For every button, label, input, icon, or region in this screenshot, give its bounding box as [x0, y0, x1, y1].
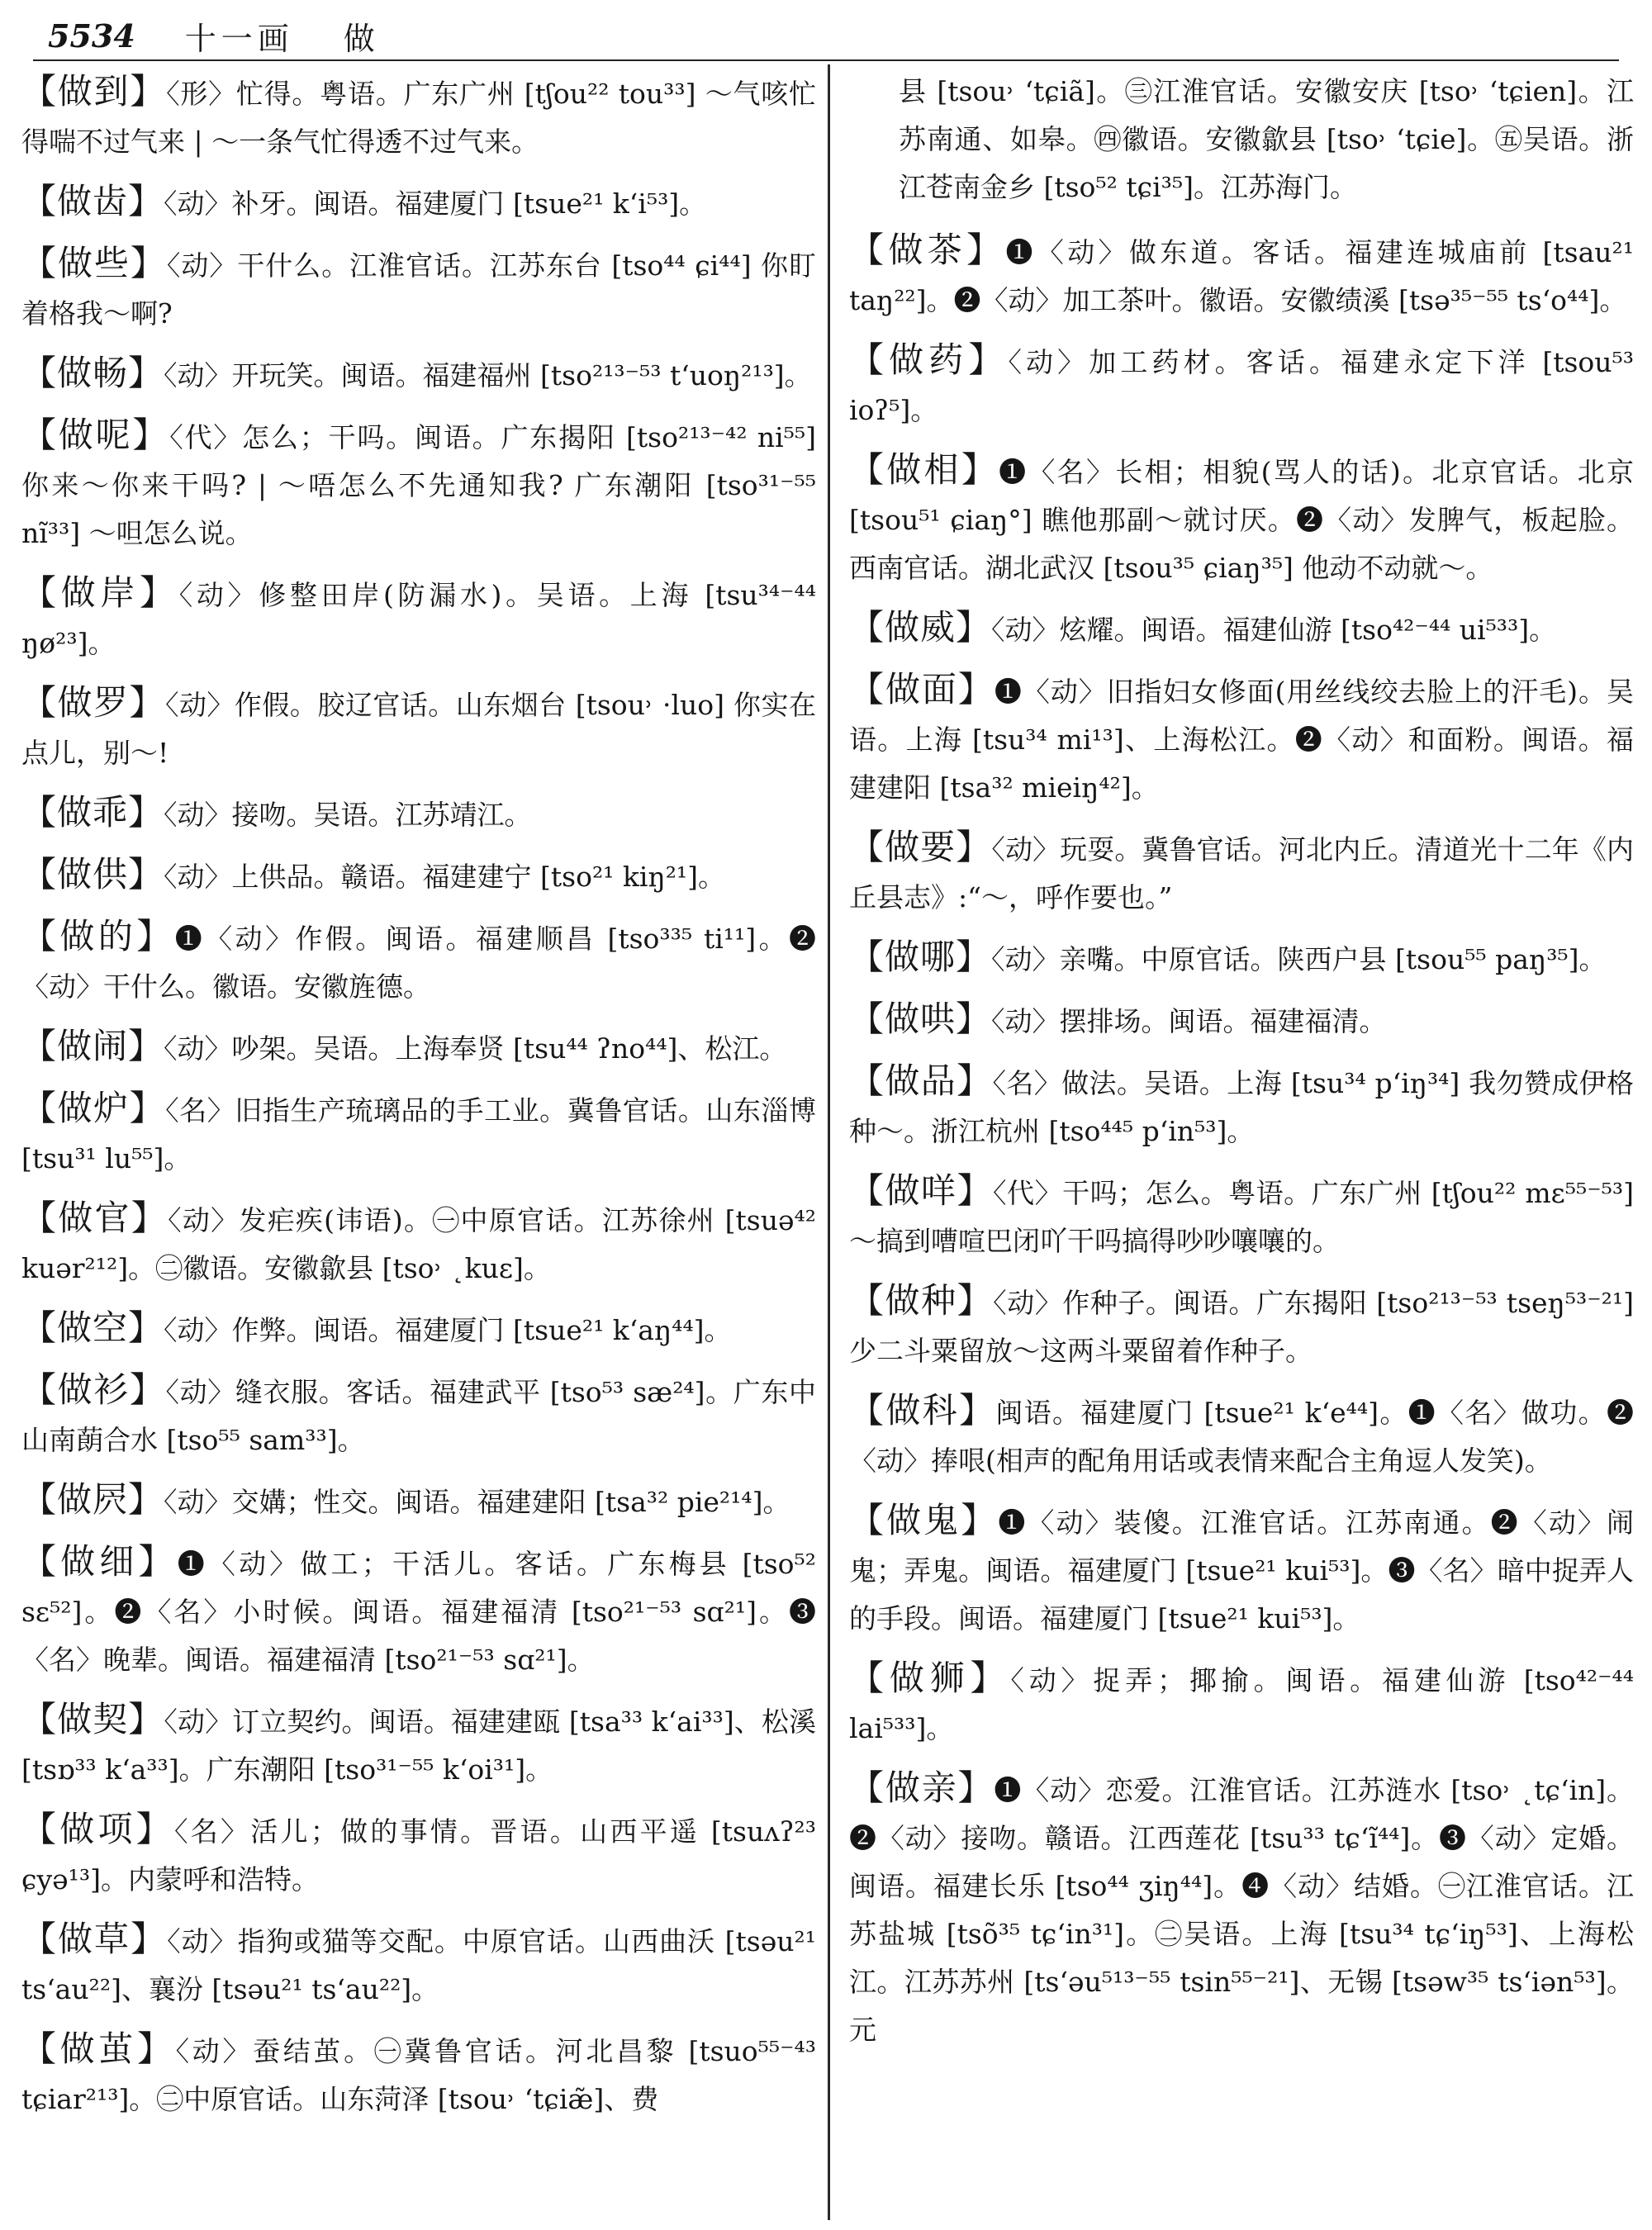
- entry-headword: 【做茶】: [849, 230, 1006, 270]
- entry-headword: 【做亲】: [849, 1767, 995, 1808]
- entry-headword: 【做炉】: [21, 1088, 166, 1128]
- section-label: 十一画: [184, 20, 294, 57]
- entry-headword: 【做相】: [849, 449, 999, 490]
- entry-headword: 【做咩】: [849, 1170, 994, 1211]
- entry-headword: 【做畅】: [21, 353, 164, 393]
- entry-headword: 【做官】: [21, 1198, 169, 1238]
- dictionary-entry: [21, 178, 816, 228]
- dictionary-entry: [21, 789, 816, 839]
- dictionary-entry: [21, 349, 816, 400]
- entry-headword: 【做空】: [21, 1307, 164, 1348]
- dictionary-entry: [21, 1696, 816, 1794]
- dictionary-entry: [21, 2025, 816, 2123]
- dictionary-entry: [21, 68, 816, 166]
- dictionary-entry: [849, 1497, 1634, 1643]
- entry-definition: 〈动〉吵架。吴语。上海奉贤 [tsu⁴⁴ ʔno⁴⁴]、松江。: [164, 1032, 787, 1065]
- entry-headword: 【做的】: [21, 916, 175, 956]
- entry-headword: 【做药】: [849, 339, 1009, 380]
- entry-definition: 〈动〉玩耍。冀鲁官话。河北内丘。清道光十二年《内丘县志》:“～，呼作要也。”: [849, 833, 1634, 913]
- entry-definition: 〈动〉摆排场。闽语。福建福清。: [991, 1005, 1387, 1037]
- entry-definition: 〈动〉订立契约。闽语。福建建瓯 [tsa³³ kʻai³³]、松溪 [tsɒ³³ kʻa³³]。广东潮阳 [tso³¹⁻⁵⁵ kʻoi³¹]。: [21, 1706, 816, 1786]
- entry-definition: 〈代〉干吗；怎么。粤语。广东广州 [tʃou²² mɛ⁵⁵⁻⁵³] ～搞到嘈喧巴闭吖干吗搞得吵吵嚷嚷的。: [849, 1177, 1634, 1257]
- dictionary-entry: [849, 1277, 1634, 1375]
- dictionary-entry: [21, 1805, 816, 1904]
- dictionary-entry: [21, 1084, 816, 1183]
- header-rule: [33, 59, 1619, 61]
- dictionary-entry: [849, 995, 1634, 1046]
- entry-headword: 【做呢】: [21, 415, 170, 455]
- entry-definition: 闽语。福建厦门 [tsue²¹ kʻe⁴⁴]。❶〈名〉做功。❷〈动〉捧哏(相声的配角用话或表情来配合主角逗人发笑)。: [849, 1397, 1634, 1477]
- entry-headword: 【做罗】: [21, 682, 165, 723]
- entry-definition: 〈动〉作种子。闽语。广东揭阳 [tso²¹³⁻⁵³ tseŋ⁵³⁻²¹] 少二斗粟留放～这两斗粟留着作种子。: [849, 1287, 1634, 1367]
- entry-definition: 〈动〉发疟疾(讳语)。㊀中原官话。江苏徐州 [tsuə⁴² kuər²¹²]。㊁徽语。安徽歙县 [tso˒ ˛kuɛ]。: [21, 1204, 816, 1284]
- entry-definition: 〈动〉捉弄；揶揄。闽语。福建仙游 [tso⁴²⁻⁴⁴ lai⁵³³]。: [849, 1664, 1634, 1744]
- dictionary-entry: [21, 569, 816, 667]
- page-number: 5534: [48, 17, 135, 55]
- entry-headword: 【做屄】: [21, 1479, 164, 1520]
- column-divider: [828, 64, 830, 2220]
- dictionary-entry: [849, 666, 1634, 812]
- entry-definition: ❶〈动〉做工；干活儿。客话。广东梅县 [tso⁵² sɛ⁵²]。❷〈名〉小时候。闽语。福建福清 [tso²¹⁻⁵³ sɑ²¹]。❸〈名〉晚辈。闽语。福建福清 [tso²¹⁻⁵³ sɑ²¹]。: [21, 1548, 816, 1676]
- dictionary-entry: [849, 336, 1634, 434]
- dictionary-entry: [849, 1057, 1634, 1155]
- entry-headword: 【做种】: [849, 1280, 994, 1321]
- entry-headword: 【做契】: [21, 1699, 164, 1739]
- dictionary-entry: [21, 851, 816, 901]
- entry-definition: 〈动〉缝衣服。客话。福建武平 [tso⁵³ sæ²⁴]。广东中山南蓢合水 [tso⁵⁵ sam³³]。: [21, 1376, 816, 1456]
- dictionary-entry: [21, 1194, 816, 1293]
- entry-definition: 〈动〉上供品。赣语。福建建宁 [tso²¹ kiŋ²¹]。: [164, 861, 726, 893]
- entry-headword: 【做乖】: [21, 792, 164, 833]
- dictionary-entry: [849, 823, 1634, 922]
- entry-definition: 〈动〉亲嘴。中原官话。陕西户县 [tsou⁵⁵ paŋ³⁵]。: [991, 943, 1607, 975]
- right-column: [849, 68, 1634, 2066]
- section-character: 做: [343, 20, 375, 57]
- entry-headword: 【做威】: [849, 607, 992, 648]
- entry-headword: 【做岸】: [21, 572, 179, 613]
- entry-headword: 【做齿】: [21, 181, 164, 221]
- entry-definition: ❶〈名〉长相；相貌(骂人的话)。北京官话。北京 [tsou⁵¹ ɕiaŋ°] 瞧他那副～就讨厌。❷〈动〉发脾气，板起脸。西南官话。湖北武汉 [tsou³⁵ ɕiaŋ³⁵] 他动不动就～。: [849, 456, 1634, 584]
- dictionary-entry: [21, 1366, 816, 1464]
- entry-headword: 【做鬼】: [849, 1500, 999, 1540]
- entry-definition: 〈代〉怎么；干吗。闽语。广东揭阳 [tso²¹³⁻⁴² ni⁵⁵] 你来～你来干吗? | ～唔怎么不先通知我? 广东潮阳 [tso³¹⁻⁵⁵ nĩ³³] ～呾怎么说。: [21, 421, 816, 549]
- dictionary-entry: [849, 1167, 1634, 1265]
- entry-headword: 【做哪】: [849, 937, 992, 977]
- entry-definition: 〈动〉干什么。江淮官话。江苏东台 [tso⁴⁴ ɕi⁴⁴] 你盯着格我～啊?: [21, 249, 816, 330]
- entry-definition: ❶〈动〉作假。闽语。福建顺昌 [tso³³⁵ ti¹¹]。❷〈动〉干什么。徽语。安徽旌德。: [21, 923, 816, 1003]
- dictionary-entry: [849, 604, 1634, 654]
- entry-headword: 【做面】: [849, 669, 995, 709]
- entry-definition: 〈名〉旧指生产琉璃品的手工业。冀鲁官话。山东淄博 [tsu³¹ lu⁵⁵]。: [21, 1094, 816, 1174]
- entry-headword: 【做供】: [21, 854, 164, 894]
- entry-definition: ❶〈动〉装傻。江淮官话。江苏南通。❷〈动〉闹鬼；弄鬼。闽语。福建厦门 [tsue²¹ kui⁵³]。❸〈名〉暗中捉弄人的手段。闽语。福建厦门 [tsue²¹ kui⁵³]。: [849, 1506, 1634, 1635]
- entry-definition: 〈动〉交媾；性交。闽语。福建建阳 [tsa³² pie²¹⁴]。: [164, 1486, 790, 1518]
- left-column: [21, 68, 816, 2135]
- entry-headword: 【做草】: [21, 1919, 168, 1959]
- entry-definition: ❶〈动〉做东道。客话。福建连城庙前 [tsau²¹ taŋ²²]。❷〈动〉加工茶叶。徽语。安徽绩溪 [tsə³⁵⁻⁵⁵ tsʻo⁴⁴]。: [849, 236, 1634, 316]
- entry-definition: 〈动〉作弊。闽语。福建厦门 [tsue²¹ kʻaŋ⁴⁴]。: [164, 1314, 732, 1346]
- entry-headword: 【做项】: [21, 1809, 175, 1849]
- entry-headword: 【做衫】: [21, 1369, 166, 1410]
- dictionary-entry: [21, 1022, 816, 1073]
- entry-headword: 【做品】: [849, 1060, 993, 1101]
- continued-text: 县 [tsou˒ ʻtɕiã]。㊂江淮官话。安徽安庆 [tso˒ ʻtɕien]。江苏南通、如皋。㊃徽语。安徽歙县 [tso˒ ʻtɕie]。㊄吴语。浙江苍南金乡 [tso⁵² tɕi³⁵]。江苏海门。: [899, 75, 1634, 203]
- dictionary-entry: [849, 446, 1634, 592]
- entry-definition: 〈动〉补牙。闽语。福建厦门 [tsue²¹ kʻi⁵³]。: [164, 187, 707, 220]
- dictionary-entry: [21, 1476, 816, 1526]
- entry-headword: 【做细】: [21, 1541, 178, 1582]
- entry-definition: ❶〈动〉旧指妇女修面(用丝线绞去脸上的汗毛)。吴语。上海 [tsu³⁴ mi¹³]、上海松江。❷〈动〉和面粉。闽语。福建建阳 [tsa³² mieiŋ⁴²]。: [849, 676, 1634, 804]
- right-entries: [849, 226, 1634, 2054]
- entry-headword: 【做些】: [21, 243, 167, 283]
- entry-headword: 【做到】: [21, 71, 167, 112]
- entry-definition: 〈动〉加工药材。客话。福建永定下洋 [tsou⁵³ ioʔ⁵]。: [849, 346, 1634, 426]
- entry-headword: 【做要】: [849, 827, 992, 867]
- entry-definition: 〈动〉作假。胶辽官话。山东烟台 [tsou˒ ·luo] 你实在点儿，别～!: [21, 689, 816, 769]
- dictionary-entry: [21, 1915, 816, 2014]
- entry-headword: 【做科】: [849, 1390, 996, 1431]
- entry-headword: 【做茧】: [21, 2028, 176, 2069]
- dictionary-entry: [849, 1654, 1634, 1753]
- dictionary-entry: [849, 226, 1634, 325]
- dictionary-entry: [849, 1764, 1634, 2054]
- entry-definition: 〈动〉指狗或猫等交配。中原官话。山西曲沃 [tsəu²¹ tsʻau²²]、襄汾 [tsəu²¹ tsʻau²²]。: [21, 1925, 816, 2005]
- dictionary-entry: [21, 913, 816, 1011]
- entry-definition: 〈动〉炫耀。闽语。福建仙游 [tso⁴²⁻⁴⁴ ui⁵³³]。: [991, 614, 1557, 646]
- dictionary-entry: [21, 240, 816, 338]
- dictionary-entry: [849, 933, 1634, 984]
- entry-definition: 〈名〉做法。吴语。上海 [tsu³⁴ pʻiŋ³⁴] 我勿赞成伊格种～。浙江杭州 [tso⁴⁴⁵ pʻin⁵³]。: [849, 1067, 1634, 1147]
- dictionary-entry: [849, 1387, 1634, 1485]
- entry-definition: 〈动〉接吻。吴语。江苏靖江。: [164, 799, 532, 831]
- dictionary-entry: [21, 411, 816, 558]
- entry-definition: 〈名〉活儿；做的事情。晋语。山西平遥 [tsuʌʔ²³ ɕyə¹³]。内蒙呼和浩特。: [21, 1815, 816, 1896]
- entry-definition: 〈动〉开玩笑。闽语。福建福州 [tso²¹³⁻⁵³ tʻuoŋ²¹³]。: [164, 359, 812, 391]
- entry-definition: 〈动〉修整田岸(防漏水)。吴语。上海 [tsu³⁴⁻⁴⁴ ŋø²³]。: [21, 579, 816, 659]
- dictionary-entry: [21, 1304, 816, 1355]
- page-header: [48, 15, 1617, 56]
- entry-headword: 【做闹】: [21, 1026, 164, 1066]
- entry-definition: ❶〈动〉恋爱。江淮官话。江苏涟水 [tso˒ ˛tɕʻin]。❷〈动〉接吻。赣语。江西莲花 [tsu³³ tɕʻĩ⁴⁴]。❸〈动〉定婚。闽语。福建长乐 [tso⁴⁴ ʒiŋ⁴⁴]。❹〈动〉结婚。㊀江淮官话。江苏盐城 [tsõ³⁵ tɕʻin³¹]。㊁吴语。上海 [tsu³⁴ tɕʻiŋ⁵³]、上海松江。江苏苏州 [tsʻəu⁵¹³⁻⁵⁵ tsin⁵⁵⁻²¹]、无锡 [tsəw³⁵ tsʻiən⁵³]。元: [849, 1774, 1634, 2046]
- entry-headword: 【做狮】: [849, 1658, 1011, 1698]
- entry-definition: 〈动〉蚕结茧。㊀冀鲁官话。河北昌黎 [tsuo⁵⁵⁻⁴³ tɕiar²¹³]。㊁中原官话。山东菏泽 [tsou˒ ʻtɕiæ̃]、费: [21, 2035, 816, 2115]
- entry-definition: 〈形〉忙得。粤语。广东广州 [tʃou²² tou³³] ～气咳忙得喘不过气来 | ～一条气忙得透不过气来。: [21, 78, 816, 158]
- dictionary-entry: [21, 1538, 816, 1684]
- entry-headword: 【做哄】: [849, 999, 992, 1039]
- dictionary-entry: [21, 679, 816, 777]
